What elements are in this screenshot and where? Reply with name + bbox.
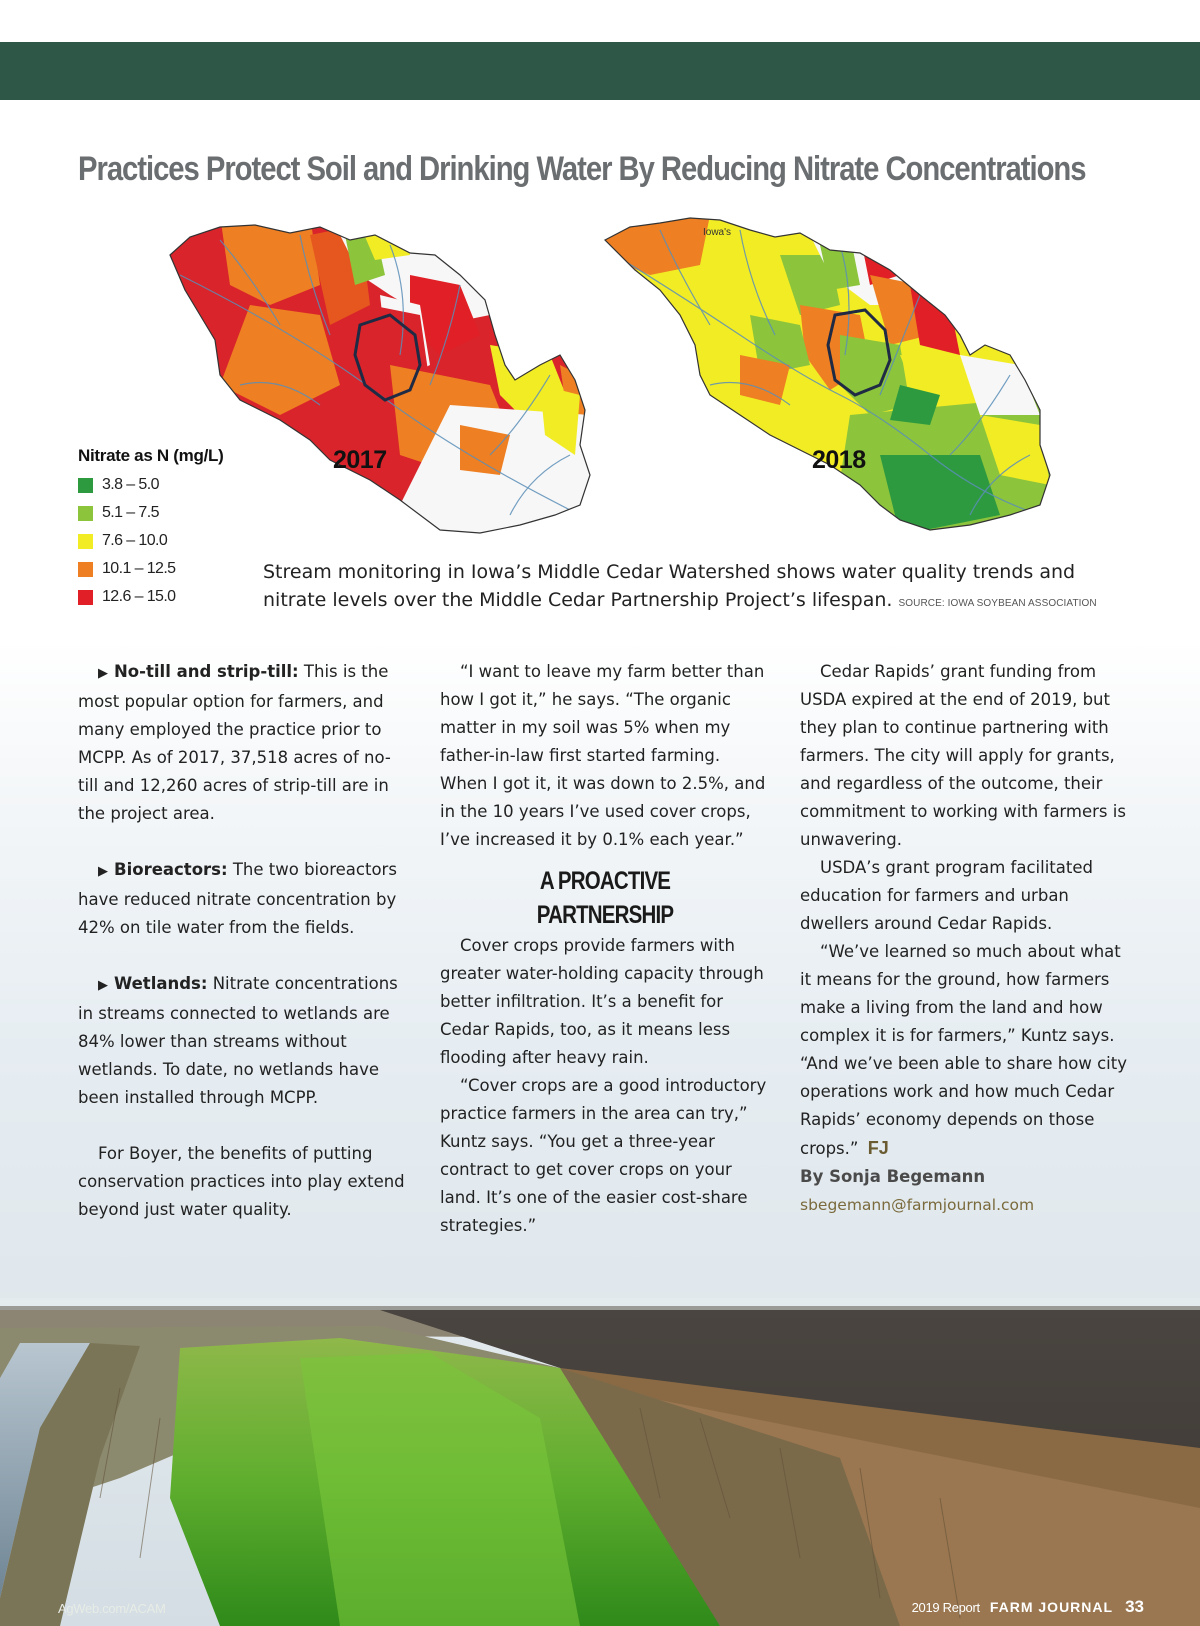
legend-label: 5.1 – 7.5 bbox=[102, 504, 159, 521]
footer-url[interactable]: AgWeb.com/ACAM bbox=[58, 1601, 166, 1616]
section-subhead: A PROACTIVE PARTNERSHIP bbox=[536, 867, 674, 929]
paragraph-usda: USDA’s grant program facilitated education for farmers and urban dwellers around Cedar Rapids. bbox=[800, 858, 1093, 933]
map-state-label: Iowa's bbox=[703, 227, 732, 238]
end-sign: FJ bbox=[867, 1138, 889, 1158]
map-legend bbox=[78, 446, 223, 611]
paragraph-grant: Cedar Rapids’ grant funding from USDA expired at the end of 2019, but they plan to continue partnering with farmers. The city will apply for grants, and regardless of the outcome, their commitment to working with farmers is unwavering. bbox=[800, 662, 1126, 849]
text-learned: “We’ve learned so much about what it means for the ground, how farmers make a living from the land and how complex it is for farmers,” Kuntz says. “And we’ve been able to share how city operations work and how much Cedar Rapids’ economy depends on those crops.” bbox=[800, 942, 1127, 1158]
page-footer bbox=[912, 1597, 1144, 1617]
legend-item bbox=[78, 527, 223, 555]
paragraph-kuntz: “Cover crops are a good introductory practice farmers in the area can try,” Kuntz says. “You get a three-year contract to get cover crops on your land. It’s one of the easier cost-share strategies.” bbox=[440, 1076, 767, 1235]
legend-swatch bbox=[78, 478, 93, 493]
footer-report: 2019 Report bbox=[911, 1600, 980, 1615]
legend-swatch bbox=[78, 562, 93, 577]
caption-text: Stream monitoring in Iowa’s Middle Cedar Watershed shows water quality trends and nitrate levels over the Middle Cedar Partnership Project’s lifespan. bbox=[263, 561, 1076, 611]
legend-label: 3.8 – 5.0 bbox=[102, 476, 159, 493]
paragraph-bioreactors bbox=[78, 856, 408, 942]
caption-source: SOURCE: IOWA SOYBEAN ASSOCIATION bbox=[898, 598, 1097, 609]
bullet-arrow-icon: ▶ bbox=[98, 666, 108, 681]
legend-item bbox=[78, 583, 223, 611]
term-notill: No-till and strip-till: bbox=[114, 662, 299, 681]
author-email-link[interactable]: sbegemann@farmjournal.com bbox=[800, 1196, 1035, 1214]
legend-label: 7.6 – 10.0 bbox=[102, 532, 168, 549]
text-wetlands: Nitrate concentrations in streams connected to wetlands are 84% lower than streams without wetlands. To date, no wetlands have been installed through MCPP. bbox=[78, 974, 398, 1107]
header-band bbox=[0, 42, 1200, 100]
map-year-2018: 2018 bbox=[812, 446, 866, 474]
landscape-photo bbox=[0, 1298, 1200, 1626]
bullet-arrow-icon: ▶ bbox=[98, 864, 108, 879]
legend-item bbox=[78, 471, 223, 499]
article-column-3 bbox=[800, 658, 1130, 1219]
legend-title: Nitrate as N (mg/L) bbox=[78, 446, 224, 465]
watershed-map-2017 bbox=[160, 215, 610, 545]
paragraph-boyer: For Boyer, the benefits of putting conservation practices into play extend beyond just water quality. bbox=[78, 1144, 405, 1219]
paragraph-cover-crops: Cover crops provide farmers with greater water-holding capacity through better infiltration. It’s a benefit for Cedar Rapids, too, as it means less flooding after heavy rain. bbox=[440, 936, 764, 1067]
legend-swatch bbox=[78, 506, 93, 521]
paragraph-notill bbox=[78, 658, 408, 828]
article-column-2 bbox=[440, 658, 770, 1240]
page-number: 33 bbox=[1125, 1597, 1144, 1616]
footer-brand: FARM JOURNAL bbox=[989, 1599, 1114, 1615]
headline: Practices Protect Soil and Drinking Water By Reducing Nitrate Concentrations bbox=[78, 150, 1086, 188]
term-wetlands: Wetlands: bbox=[114, 974, 208, 993]
paragraph-wetlands bbox=[78, 970, 408, 1112]
legend-swatch bbox=[78, 590, 93, 605]
paragraph-learned bbox=[800, 938, 1130, 1163]
term-bioreactors: Bioreactors: bbox=[114, 860, 228, 879]
legend-label: 10.1 – 12.5 bbox=[102, 560, 176, 577]
figure-caption bbox=[263, 558, 1123, 618]
legend-item bbox=[78, 499, 223, 527]
map-year-2017: 2017 bbox=[333, 446, 387, 474]
bullet-arrow-icon: ▶ bbox=[98, 978, 108, 993]
article-column-1 bbox=[78, 658, 408, 1224]
legend-item bbox=[78, 555, 223, 583]
paragraph-quote: “I want to leave my farm better than how I got it,” he says. “The organic matter in my soil was 5% when my father-in-law first started farming. When I got it, it was down to 2.5%, and in the 10 years I’ve used cover crops, I’ve increased it by 0.1% each year.” bbox=[440, 662, 766, 849]
legend-label: 12.6 – 15.0 bbox=[102, 588, 176, 605]
author-byline: By Sonja Begemann bbox=[800, 1167, 986, 1186]
legend-items bbox=[78, 471, 223, 611]
legend-swatch bbox=[78, 534, 93, 549]
text-bioreactors: The two bioreactors have reduced nitrate concentration by 42% on tile water from the fields. bbox=[78, 860, 397, 937]
watershed-map-2018 bbox=[600, 215, 1080, 545]
text-notill: This is the most popular option for farmers, and many employed the practice prior to MCPP. As of 2017, 37,518 acres of no-till and 12,260 acres of strip-till are in the project area. bbox=[78, 662, 391, 823]
